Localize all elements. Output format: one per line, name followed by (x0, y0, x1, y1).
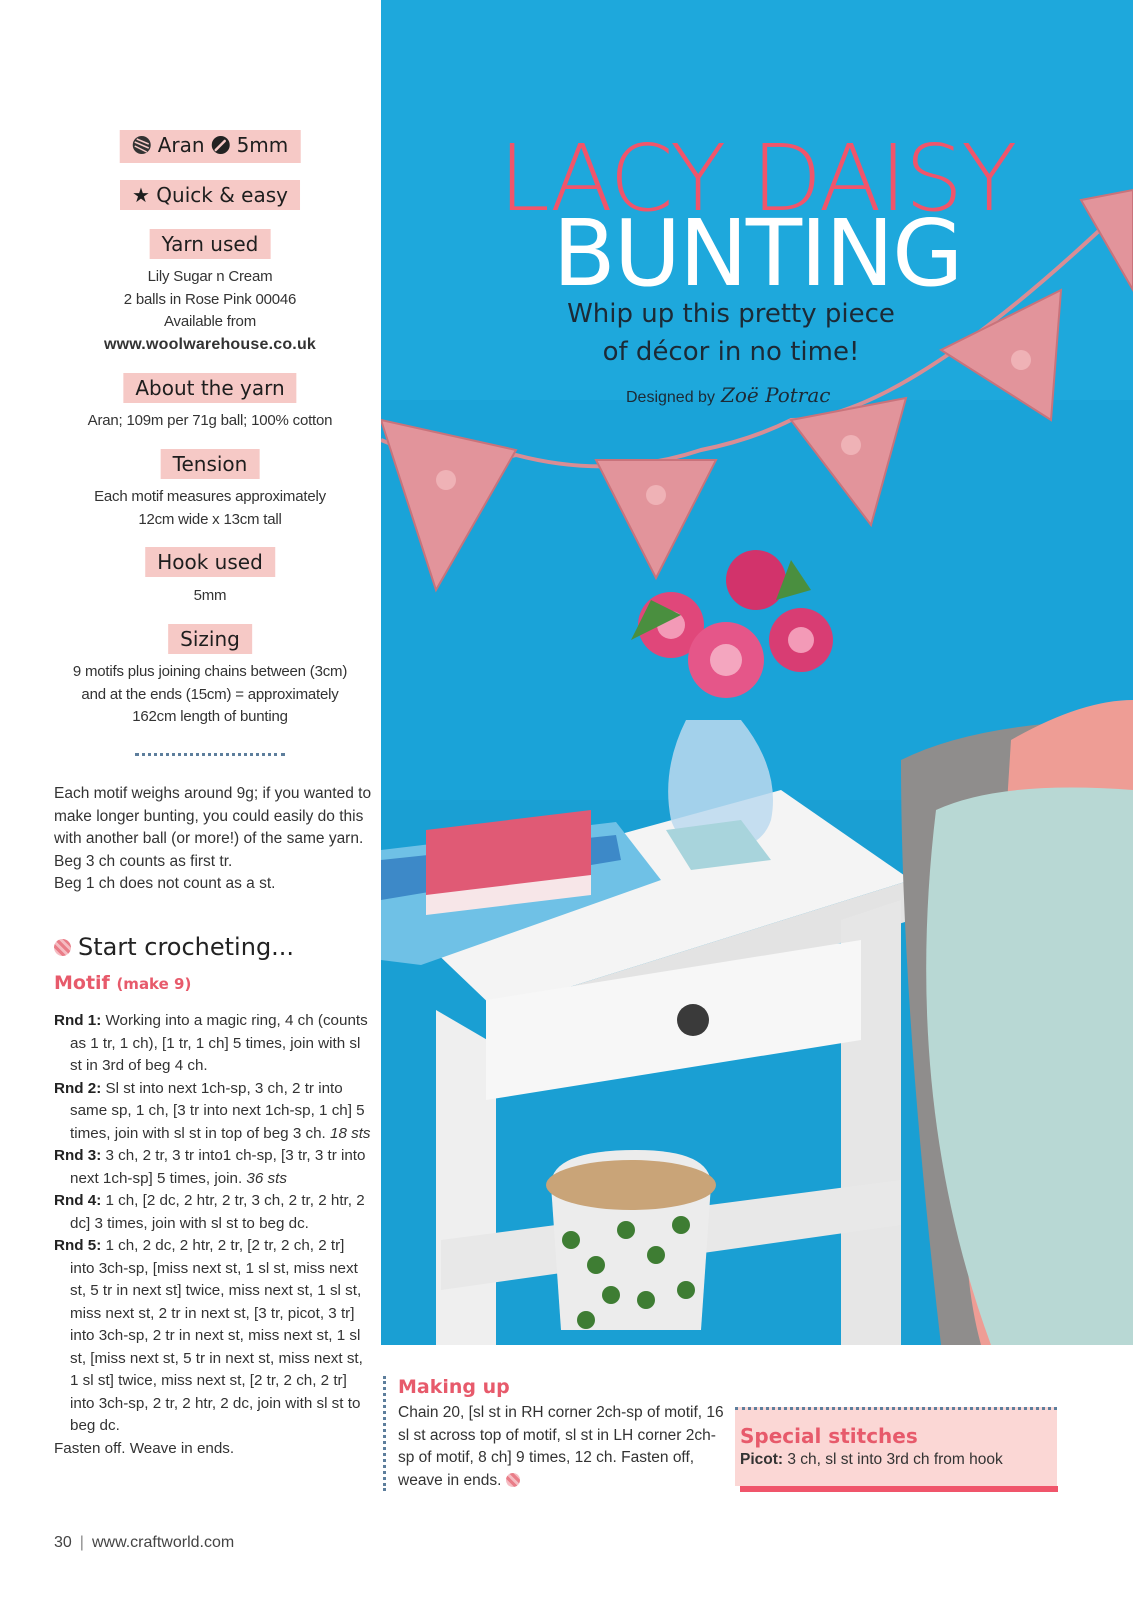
tension-line-2: 12cm wide x 13cm tall (138, 510, 282, 528)
pattern-rounds (54, 1010, 372, 1460)
picot-label: Picot: (740, 1451, 784, 1468)
picot-text: 3 ch, sl st into 3rd ch from hook (783, 1451, 1003, 1468)
yarn-ball-end-icon (506, 1473, 520, 1487)
sizing-info (40, 661, 380, 729)
yarn-used-info (40, 266, 380, 356)
start-crocheting-label: Start crocheting... (78, 933, 295, 961)
round-text: 1 ch, 2 dc, 2 htr, 2 tr, [2 tr, 2 ch, 2 tr] into 3ch-sp, [miss next st, 1 sl st, miss next st, 5 tr in next st] twice, miss next st, 1 sl st, miss next st, 2 tr in next st, [3 tr, picot, 3 tr] into 3ch-sp, 2 tr in next st, miss next st, 1 sl st, [miss next st, 5 tr in next st, miss next st, 1 sl st] twice, miss next st, [2 tr, 2 ch, 2 tr] into 3ch-sp, 2 tr, 2 htr, 2 dc, join with sl st to beg dc. (70, 1237, 363, 1434)
dotted-divider (135, 753, 285, 756)
making-up-text (398, 1402, 728, 1492)
page-number: 30 (54, 1534, 72, 1551)
star-icon: ★ (132, 183, 150, 207)
intro-note-beg-1ch: Beg 1 ch does not count as a st. (54, 875, 276, 892)
sizing-line-2: and at the ends (15cm) = approximately (81, 685, 339, 703)
hook-used-text: 5mm (193, 587, 227, 604)
round-label: Rnd 3: (54, 1147, 102, 1164)
footer-website[interactable]: www.craftworld.com (91, 1534, 235, 1551)
armchair-illustration (901, 700, 1133, 1345)
round-5 (54, 1235, 372, 1438)
tension-heading: Tension (161, 449, 260, 479)
hook-size-label: 5mm (236, 133, 289, 157)
special-stitches-box (735, 1407, 1057, 1486)
title-line-2: BUNTING (552, 200, 962, 307)
difficulty-label: Quick & easy (156, 183, 288, 207)
hero-photo (381, 0, 1133, 1345)
designer-credit (626, 383, 831, 407)
making-up-section (383, 1376, 728, 1491)
making-up-heading: Making up (398, 1376, 510, 1398)
yarn-ball-icon (132, 135, 152, 155)
yarn-ball-icon (54, 939, 71, 956)
subtitle-line-1: Whip up this pretty piece (567, 299, 895, 329)
yarn-brand: Lily Sugar n Cream (147, 268, 273, 285)
motif-note: (make 9) (116, 975, 192, 993)
round-1 (54, 1010, 372, 1078)
intro-note-beg-3ch: Beg 3 ch counts as first tr. (54, 852, 233, 870)
round-label: Rnd 1: (54, 1012, 102, 1029)
special-stitches-heading: Special stitches (740, 1424, 918, 1448)
stitch-count: 18 sts (330, 1124, 371, 1142)
sizing-line-3: 162cm length of bunting (132, 708, 288, 725)
round-4 (54, 1190, 372, 1235)
tension-line-1: Each motif measures approximately (94, 488, 326, 505)
round-2 (54, 1078, 372, 1146)
subtitle (541, 295, 921, 371)
about-yarn-text: Aran; 109m per 71g ball; 100% cotton (87, 412, 333, 429)
tension-info (40, 486, 380, 531)
special-stitches-underline (740, 1486, 1058, 1492)
making-up-body: Chain 20, [sl st in RH corner 2ch-sp of motif, 16 sl st across top of motif, sl st in LH corner 2ch-sp of motif, 8 ch] 9 times, 12 ch. Fasten off, weave in ends. (398, 1404, 724, 1489)
difficulty-badge (120, 180, 300, 210)
stitch-count: 36 sts (246, 1169, 287, 1187)
yarn-availability: Available from (164, 313, 256, 330)
intro-paragraph: Each motif weighs around 9g; if you wanted to make longer bunting, you could easily do this with another ball (or more!) of the same yarn. (54, 785, 372, 847)
crochet-hook-icon (211, 135, 231, 155)
round-label: Rnd 2: (54, 1079, 102, 1097)
about-yarn-heading: About the yarn (123, 373, 296, 403)
plant-pot-illustration (546, 1150, 716, 1330)
yarn-quantity: 2 balls in Rose Pink 00046 (123, 290, 297, 308)
start-crocheting-heading (54, 933, 294, 961)
round-label: Rnd 5: (54, 1237, 102, 1254)
subtitle-line-2: of décor in no time! (602, 337, 860, 367)
motif-heading (54, 972, 191, 994)
designer-name: Zoë Potrac (720, 383, 831, 407)
fasten-off: Fasten off. Weave in ends. (54, 1439, 235, 1457)
sidebar (40, 0, 380, 1601)
round-3 (54, 1145, 372, 1190)
round-label: Rnd 4: (54, 1192, 102, 1209)
yarn-used-heading: Yarn used (150, 229, 271, 259)
hook-used-heading: Hook used (145, 547, 275, 577)
yarn-weight-label: Aran (157, 133, 205, 157)
round-text: Working into a magic ring, 4 ch (counts as 1 tr, 1 ch), [1 tr, 1 ch] 5 times, join with sl st in 3rd of beg 4 ch. (70, 1012, 368, 1074)
round-text: 1 ch, [2 dc, 2 htr, 2 tr, 3 ch, 2 tr, 2 htr, 2 dc] 3 times, join with sl st to beg dc. (70, 1192, 365, 1232)
designed-by-label: Designed by (626, 389, 715, 406)
round-text: Sl st into next 1ch-sp, 3 ch, 2 tr into same sp, 1 ch, [3 tr into next 1ch-sp, 1 ch] 5 times, join with sl st in top of beg 3 ch. (70, 1079, 365, 1142)
intro-notes (54, 783, 374, 896)
sizing-heading: Sizing (168, 624, 252, 654)
yarn-weight-hook-badge (120, 130, 301, 163)
sizing-line-1: 9 motifs plus joining chains between (3cm) (72, 663, 348, 680)
yarn-supplier-link[interactable]: www.woolwarehouse.co.uk (103, 335, 317, 353)
page-footer (54, 1534, 234, 1552)
special-stitches-content (740, 1424, 1003, 1469)
motif-title: Motif (54, 972, 110, 994)
round-text: 3 ch, 2 tr, 3 tr into1 ch-sp, [3 tr, 3 tr into next 1ch-sp] 5 times, join. (70, 1147, 366, 1187)
footer-separator: | (79, 1534, 84, 1551)
picot-definition (740, 1451, 1003, 1469)
title-line-1: LACY DAISY (498, 125, 1016, 232)
